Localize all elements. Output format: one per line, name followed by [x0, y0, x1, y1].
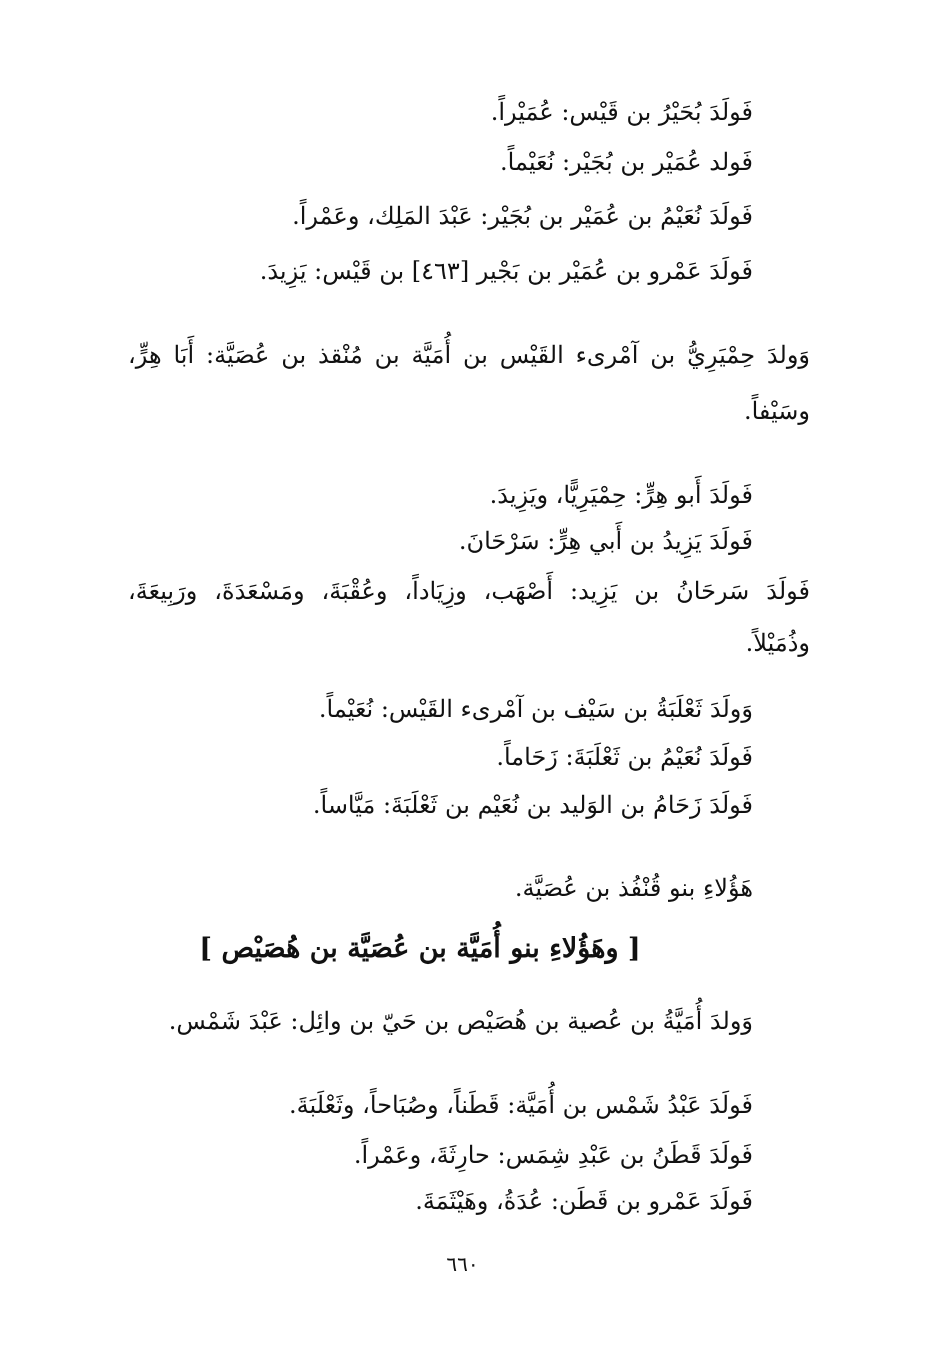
text-line-12: فَولَدَ نُعَيْمُ بن ثَعْلَبَةَ: زَحَاماً. [496, 743, 753, 771]
text-line-15: وَولدَ أُمَيَّةُ بن عُصية بن هُصَيْص بن حَيّ بن وائِل: عَبْدَ شَمْس. [168, 1007, 753, 1035]
text-line-1: فَولَدَ بُحَيْرُ بن قَيْس: عُمَيْراً. [490, 98, 753, 126]
text-line-17: فَولَدَ قَطَنُ بن عَبْدِ شِمَس: حارِثَةَ، وعَمْراً. [353, 1141, 753, 1169]
text-line-14: هَؤُلاءِ بنو قُنْفُذ بن عُصَيَّة. [514, 874, 753, 902]
page-number: ٦٦٠ [446, 1252, 479, 1276]
text-line-3: فَولَدَ نُعَيْمُ بن عُمَيْر بن بُجَيْر: عَبْدَ المَلِك، وعَمْراً. [292, 202, 753, 230]
text-line-5: وَولدَ حِمْيَرِيُّ بن آمْرىء القَيْس بن أُمَيَّة بن مُنْقذ بن عُصَيَّة: أَبَا هِرٍّ، [128, 341, 810, 369]
section-heading: [ وهَؤُلاءِ بنو أُمَيَّة بن عُصَيَّة بن هُصَيْص ] [199, 933, 641, 964]
text-line-18: فَولَدَ عَمْرو بن قَطَن: عُدَةُ، وهَيْثَمَةَ. [415, 1187, 753, 1215]
text-line-13: فَولَدَ زَحَامُ بن الوَليد بن نُعَيْم بن ثَعْلَبَةَ: مَيَّاساً. [312, 791, 753, 819]
text-line-9: فَولَدَ سَرحَانُ بن يَزِيد: أَصْهَب، وزِيَاداً، وعُقْبَةَ، ومَسْعَدَةَ، ورَبِيعَةَ، [128, 577, 810, 605]
text-line-16: فَولَدَ عَبْدُ شَمْس بن أُمَيَّة: قَطَناً، وصُبَاحاً، وثَعْلَبَةَ. [288, 1091, 753, 1119]
text-line-10: وذُمَيْلاً. [745, 629, 810, 657]
text-line-4: فَولَدَ عَمْرو بن عُمَيْر بن بَجْير [٤٦٣] بن قَيْس: يَزِيدَ. [259, 257, 753, 285]
text-line-8: فَولَدَ يَزِيدُ بن أَبي هِرٍّ: سَرْحَانَ. [458, 527, 753, 555]
text-line-6: وسَيْفاً. [743, 397, 810, 425]
text-line-2: فَولد عُمَيْر بن بُجَيْر: نُعَيْماً. [500, 148, 753, 176]
text-line-11: وَولَدَ ثَعْلَبَةُ بن سَيْف بن آمْرىء القَيْس: نُعَيْماً. [318, 695, 753, 723]
text-line-7: فَولَدَ أَبو هِرٍّ: حِمْيَرِيًّا، ويَزِيدَ. [489, 481, 753, 509]
